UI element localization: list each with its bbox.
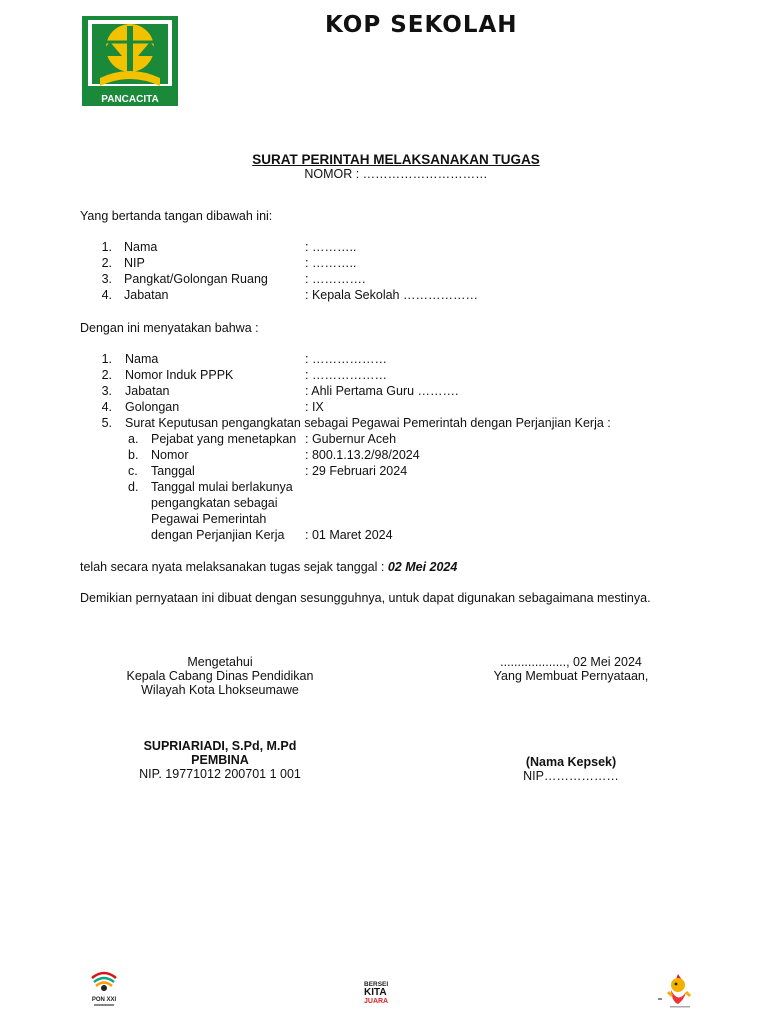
right-signature-block xyxy=(470,655,672,783)
list-value: : Ahli Pertama Guru ………. xyxy=(305,384,459,398)
logo-line2: KITA xyxy=(364,987,387,998)
school-logo xyxy=(80,12,180,108)
logo-line1: BERSEI xyxy=(364,981,389,988)
duty-date: 02 Mei 2024 xyxy=(387,560,458,574)
sublist-label-line: Pegawai Pemerintah xyxy=(151,512,267,526)
document-title: SURAT PERINTAH MELAKSANAKAN TUGAS xyxy=(252,152,540,167)
list-value: : Kepala Sekolah ……………… xyxy=(305,288,478,302)
mascot-logo xyxy=(656,970,698,1010)
document-number: NOMOR : ………………………… xyxy=(304,167,488,181)
pon-logo-text: PON XXI xyxy=(91,997,117,1003)
closing-text: Demikian pernyataan ini dibuat dengan sesungguhnya, untuk dapat digunakan sebagaimana mestinya. xyxy=(80,591,651,605)
list-number: 3. xyxy=(101,384,112,398)
list-value: : ……….. xyxy=(305,240,357,254)
list-label: Pangkat/Golongan Ruang xyxy=(124,272,268,286)
left-sign-rank: PEMBINA xyxy=(191,753,249,767)
list-label: Surat Keputusan pengangkatan sebagai Pegawai Pemerintah dengan Perjanjian Kerja : xyxy=(125,416,611,430)
list-number: 2. xyxy=(101,256,112,270)
left-sign-line2: Kepala Cabang Dinas Pendidikan xyxy=(126,669,314,683)
right-sign-line2: Yang Membuat Pernyataan, xyxy=(493,669,649,683)
list-label: Nomor Induk PPPK xyxy=(125,368,234,382)
list-value: : ……………… xyxy=(305,352,387,366)
sublist-label: Nomor xyxy=(151,448,189,462)
sublist-label: Pejabat yang menetapkan xyxy=(151,432,297,446)
logo-text: PANCACITA xyxy=(101,94,159,105)
list-number: 1. xyxy=(101,352,112,366)
list-number: 4. xyxy=(101,400,112,414)
intro-text: Yang bertanda tangan dibawah ini: xyxy=(80,209,273,223)
sublist-label-line: Tanggal mulai berlakunya xyxy=(151,480,293,494)
sublist-letter: d. xyxy=(128,480,139,494)
bersei-kita-juara-logo xyxy=(362,978,398,1006)
sublist-value: : 800.1.13.2/98/2024 xyxy=(305,448,420,462)
list-label: Nama xyxy=(125,352,159,366)
list-value: : IX xyxy=(305,400,324,414)
list-label: Jabatan xyxy=(124,288,169,302)
sublist-label-line: pengangkatan sebagai xyxy=(151,496,278,510)
sublist-letter: c. xyxy=(128,464,138,478)
left-sign-line1: Mengetahui xyxy=(187,655,253,669)
list-label: Golongan xyxy=(125,400,180,414)
left-sign-name: SUPRIARIADI, S.Pd, M.Pd xyxy=(143,739,297,753)
left-sign-line3: Wilayah Kota Lhokseumawe xyxy=(141,683,299,697)
left-signature-block xyxy=(120,655,320,781)
duty-statement xyxy=(80,559,457,575)
pon-logo xyxy=(86,970,122,1010)
right-sign-nip: NIP……………… xyxy=(523,769,619,783)
logo-line3: JUARA xyxy=(364,998,389,1005)
sublist-value: : 01 Maret 2024 xyxy=(305,528,393,542)
statement-intro: Dengan ini menyatakan bahwa : xyxy=(80,321,259,335)
list-number: 4. xyxy=(101,288,112,302)
list-label: Nama xyxy=(124,240,158,254)
list-value: : ……….. xyxy=(305,256,357,270)
list-number: 2. xyxy=(101,368,112,382)
list-label: Jabatan xyxy=(125,384,170,398)
sublist-letter: a. xyxy=(128,432,139,446)
list-label: NIP xyxy=(124,256,145,270)
duty-text: telah secara nyata melaksanakan tugas sejak tanggal : xyxy=(80,560,388,574)
letterhead-title: KOP SEKOLAH xyxy=(325,12,518,38)
list-number: 5. xyxy=(101,416,112,430)
left-sign-nip: NIP. 19771012 200701 1 001 xyxy=(139,767,301,781)
list-number: 3. xyxy=(101,272,112,286)
list-value: : …………. xyxy=(305,272,366,286)
right-sign-name: (Nama Kepsek) xyxy=(525,755,617,769)
sublist-label-line: dengan Perjanjian Kerja xyxy=(151,528,285,542)
sublist-letter: b. xyxy=(128,448,139,462)
sublist-value: : 29 Februari 2024 xyxy=(305,464,408,478)
sublist-label: Tanggal xyxy=(151,464,195,478)
list-value: : ……………… xyxy=(305,368,387,382)
right-sign-date: ..................., 02 Mei 2024 xyxy=(500,655,642,669)
list-number: 1. xyxy=(101,240,112,254)
sublist-value: : Gubernur Aceh xyxy=(305,432,397,446)
